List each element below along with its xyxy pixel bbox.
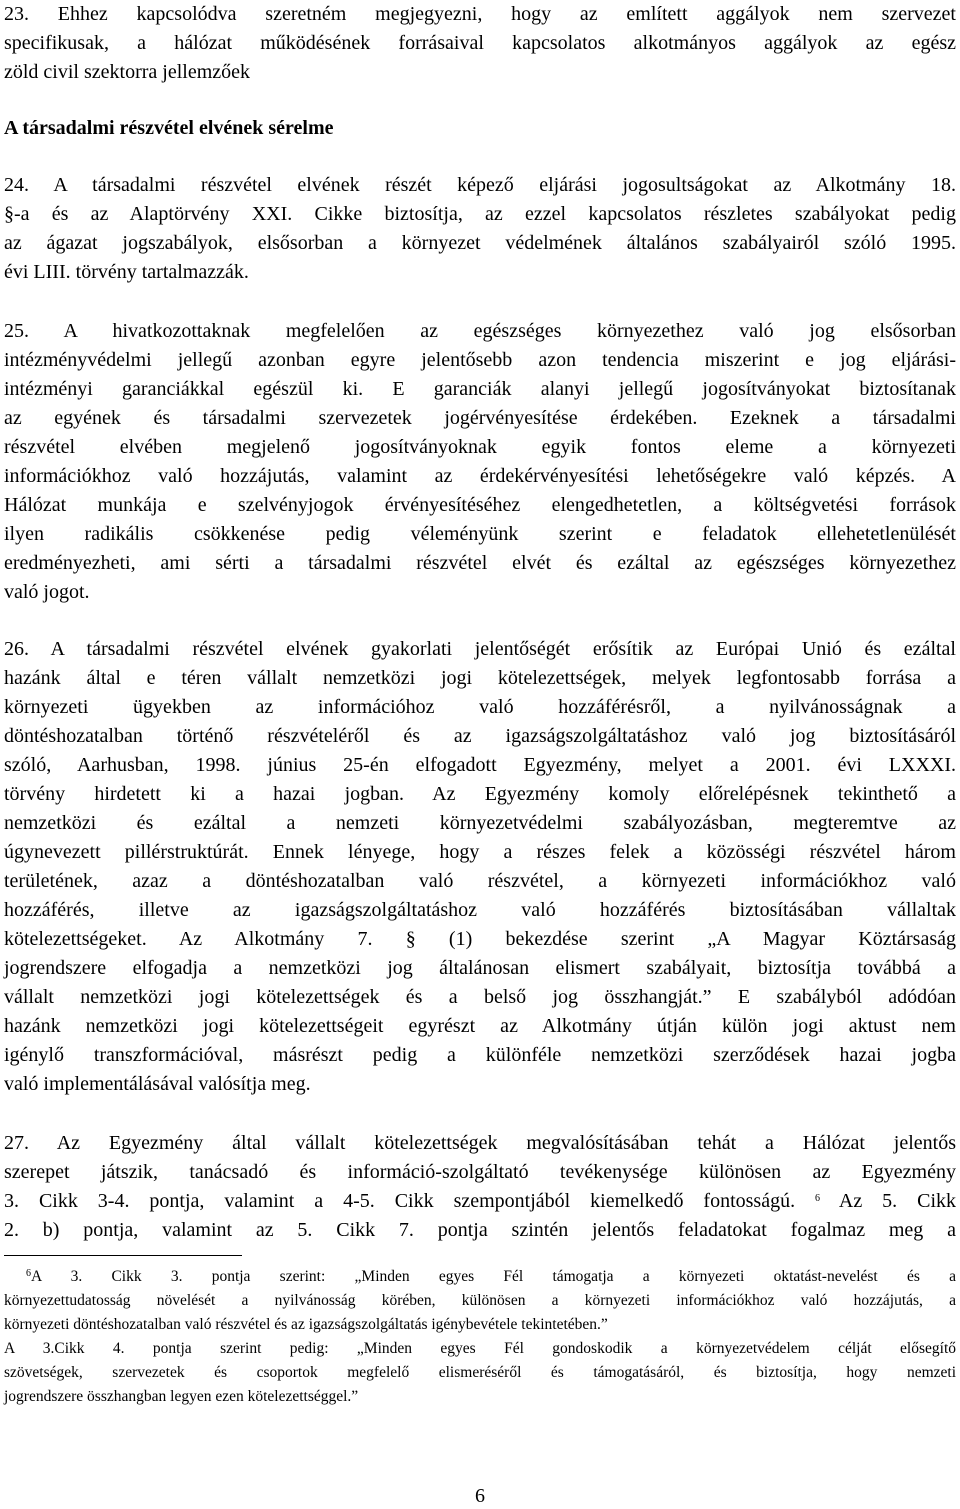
text-line: vállalt nemzetközi jogi kötelezettségek és a belső jog összhangját.” E szabályból adódóan	[4, 986, 956, 1008]
text-line: igénylő transzformációval, másrészt pedig a különféle nemzetközi szerződések hazai jogba	[4, 1044, 956, 1066]
paragraph-27	[4, 1129, 956, 1245]
text-line: 24. A társadalmi részvétel elvének részét képező eljárási jogosultságokat az Alkotmány 18.	[4, 174, 956, 196]
text-line: szóló, Aarhusban, 1998. június 25-én elfogadott Egyezmény, melyet a 2001. évi LXXXI.	[4, 754, 956, 776]
footnote-marker: 6	[26, 1268, 31, 1279]
text-line: az egyének és társadalmi szervezetek jogérvényesítése érdekében. Ezeknek a társadalmi	[4, 407, 956, 429]
text-line: hozzáférés, illetve az igazságszolgáltatáshoz való hozzáférés biztosításában vállaltak	[4, 899, 956, 921]
text-line: 23. Ehhez kapcsolódva szeretném megjegyezni, hogy az említett aggályok nem szervezet	[4, 3, 956, 25]
text-line: kötelezettségeket. Az Alkotmány 7. § (1) bekezdése szerint „A Magyar Köztársaság	[4, 928, 956, 950]
footnote-reference[interactable]: 6	[815, 1193, 821, 1204]
text-line: eredményezheti, ami sérti a társadalmi részvétel elvét és ezáltal az egészséges környezethez	[4, 552, 956, 574]
text-line: Hálózat munkája e szelvényjogok érvényesítéséhez elengedhetetlen, a költségvetési források	[4, 494, 956, 516]
footnote-line: környezeti döntéshozatalban való részvétel és az igazságszolgáltatás igénybevétele tekintetében.”	[4, 1316, 608, 1333]
footnote-text: A 3. Cikk 3. pontja szerint: „Minden egyes Fél támogatja a környezeti oktatást-nevelést és a	[31, 1268, 956, 1285]
text-line: döntéshozatalban történő részvételéről és az igazságszolgáltatáshoz való jog biztosításáról	[4, 725, 956, 747]
paragraph-23	[4, 0, 956, 87]
text-segment: Az 5. Cikk	[838, 1190, 957, 1212]
text-segment: 3. Cikk 3-4. pontja, valamint a 4-5. Cikk szempontjából kiemelkedő fontosságú.	[4, 1190, 796, 1212]
text-line: területének, azaz a döntéshozatalban való részvétel, a környezeti információkhoz való	[4, 870, 956, 892]
text-line: évi LIII. törvény tartalmazzák.	[4, 261, 249, 283]
heading-text: A társadalmi részvétel elvének sérelme	[4, 117, 334, 139]
footnotes	[4, 1265, 956, 1409]
text-line: specifikusak, a hálózat működésének forrásaival kapcsolatos alkotmányos aggályok az egész	[4, 32, 956, 54]
text-line: 25. A hivatkozottaknak megfelelően az egészséges környezethez való jog elsősorban	[4, 320, 956, 342]
text-line: szerepet játszik, tanácsadó és információ-szolgáltató tevékenysége különösen az Egyezmény	[4, 1161, 956, 1183]
text-line: való jogot.	[4, 581, 90, 603]
text-line: intézményi garanciákkal egészül ki. E garanciák alanyi jellegű jogosítványokat biztosítanak	[4, 378, 956, 400]
paragraph-24	[4, 171, 956, 287]
text-line: úgynevezett pillérstruktúrát. Ennek lényege, hogy a részes felek a közösségi részvétel három	[4, 841, 956, 863]
text-line: való implementálásával valósítja meg.	[4, 1073, 311, 1095]
footnote-line: szövetségek, szervezetek és csoportok megfelelő elismeréséről és támogatásáról, és biztosítja, hogy nemzeti	[4, 1364, 956, 1381]
text-line: 2. b) pontja, valamint az 5. Cikk 7. pontja szintén jelentős feladatokat fogalmaz meg a	[4, 1219, 956, 1241]
footnote-line: A 3.Cikk 4. pontja szerint pedig: „Minden egyes Fél gondoskodik a környezetvédelem célját elősegítő	[4, 1340, 956, 1357]
footnote-marker-wrap	[4, 1268, 31, 1285]
paragraph-26	[4, 635, 956, 1099]
footnote-line: jogrendszere összhangban legyen ezen kötelezettséggel.”	[4, 1388, 359, 1405]
footnote-separator	[4, 1255, 242, 1256]
text-line: jogrendszere elfogadja a nemzetközi jog általánosan elismert szabályait, biztosítja továbbá a	[4, 957, 956, 979]
text-line: nemzetközi és ezáltal a nemzeti környezetvédelmi szabályozásban, megteremtve az	[4, 812, 956, 834]
section-heading	[4, 114, 956, 143]
text-line: 26. A társadalmi részvétel elvének gyakorlati jelentőségét erősítik az Európai Unió és ezáltal	[4, 638, 956, 660]
paragraph-25	[4, 317, 956, 607]
text-line: hazánk által e téren vállalt nemzetközi jogi kötelezettségek, melyek legfontosabb forrása a	[4, 667, 956, 689]
text-line-with-footnote-ref	[4, 1187, 956, 1216]
footnote-line	[4, 1265, 956, 1289]
text-line: intézményvédelmi jellegű azonban egyre jelentősebb azon tendencia miszerint e jog eljárási-	[4, 349, 956, 371]
text-line: az ágazat jogszabályok, elsősorban a környezet védelmének általános szabályairól szóló 1995.	[4, 232, 956, 254]
text-line: törvény hirdetett ki a hazai jogban. Az Egyezmény komoly előrelépésnek tekinthető a	[4, 783, 956, 805]
text-line: §-a és az Alaptörvény XXI. Cikke biztosítja, az ezzel kapcsolatos részletes szabályokat pedig	[4, 203, 956, 225]
text-line: ilyen radikális csökkenése pedig véleményünk szerint e feladatok ellehetetlenülését	[4, 523, 956, 545]
footnote-line: környezettudatosság növelését a nyilvánosság körében, különösen a környezeti információkhoz való hozzájutás, a	[4, 1292, 956, 1309]
text-line: környezeti ügyekben az információhoz való hozzáférésről, a nyilvánosságnak a	[4, 696, 956, 718]
text-line: információkhoz való hozzájutás, valamint az érdekérvényesítési lehetőségekre való képzés. A	[4, 465, 956, 487]
text-line: zöld civil szektorra jellemzőek	[4, 61, 251, 83]
page-number: 6	[475, 1485, 485, 1507]
text-line: 27. Az Egyezmény által vállalt kötelezettségek megvalósításában tehát a Hálózat jelentős	[4, 1132, 956, 1154]
text-line: hazánk nemzetközi jogi kötelezettségeit egyrészt az Alkotmány útján külön jogi aktust nem	[4, 1015, 956, 1037]
text-line: részvétel elvében megjelenő jogosítványoknak egyik fontos eleme a környezeti	[4, 436, 956, 458]
